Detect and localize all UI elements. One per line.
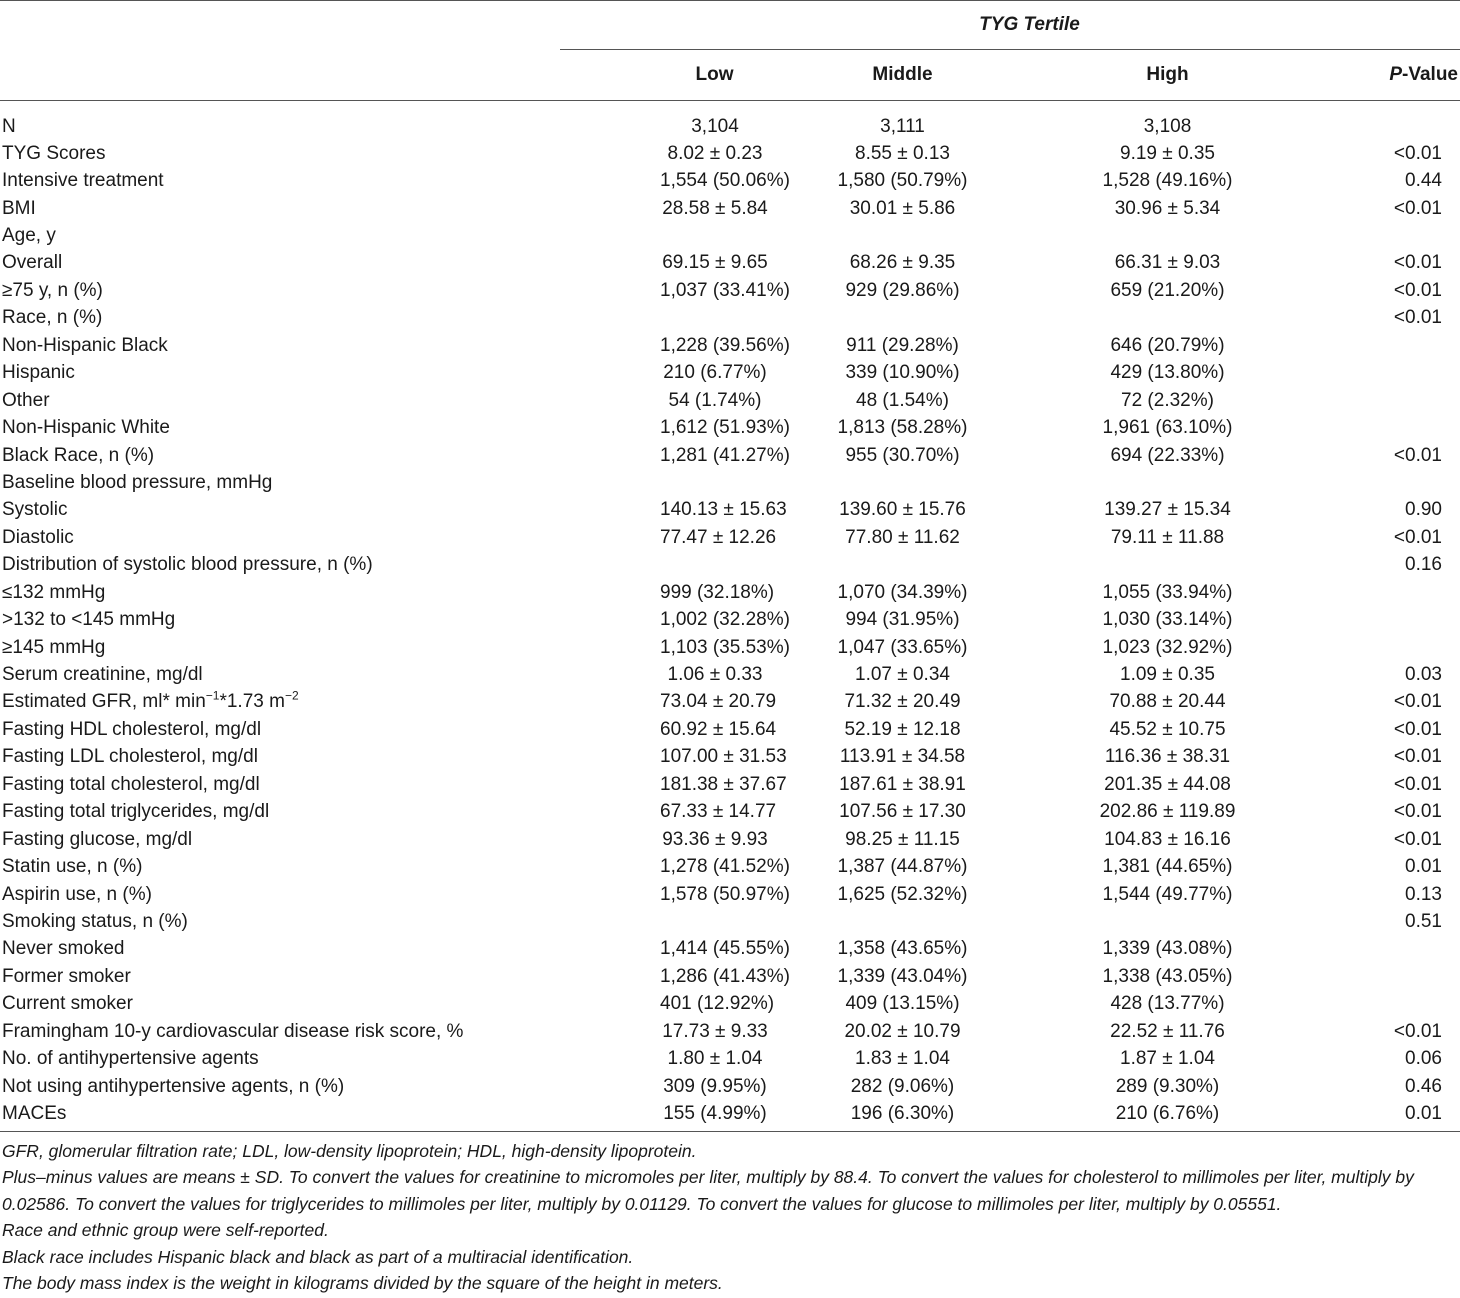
cell-low [560, 304, 770, 331]
cell-low: 140.13 ± 15.63 [660, 499, 787, 521]
row-label [0, 222, 560, 249]
cell-pvalue: <0.01 [1393, 828, 1442, 850]
row-label-text: Never smoked [2, 938, 125, 960]
table-row [0, 1100, 1460, 1132]
cell-middle: 8.55 ± 0.13 [855, 142, 950, 164]
table-row [0, 990, 1460, 1017]
cell-middle: 282 (9.06%) [850, 1075, 955, 1097]
row-label-text: BMI [2, 197, 36, 219]
cell-low: 67.33 ± 14.77 [660, 801, 777, 823]
table-row [0, 100, 1460, 140]
row-label-text: Not using antihypertensive agents, n (%) [2, 1075, 345, 1097]
row-label-text: Non-Hispanic Black [2, 334, 168, 356]
cell-high [1035, 304, 1300, 331]
cell-middle: 911 (29.28%) [846, 334, 959, 356]
cell-high: 66.31 ± 9.03 [1114, 252, 1221, 274]
cell-high: 1,961 (63.10%) [1102, 417, 1233, 439]
cell-low: 28.58 ± 5.84 [662, 197, 768, 219]
cell-pvalue [1300, 359, 1460, 386]
row-label-text: Race, n (%) [2, 307, 103, 329]
row-label [0, 277, 560, 304]
cell-middle: 30.01 ± 5.86 [849, 197, 956, 219]
cell-middle: 929 (29.86%) [845, 279, 960, 301]
cell-middle: 196 (6.30%) [770, 1100, 1035, 1132]
cell-high: 1,528 (49.16%) [1102, 170, 1233, 192]
cell-middle: 1,339 (43.04%) [837, 965, 968, 987]
row-label [0, 1100, 560, 1132]
footnote: GFR, glomerular filtration rate; LDL, low-density lipoprotein; HDL, high-density lipoprotein. [2, 1140, 697, 1161]
row-label [0, 853, 560, 880]
row-label-text: TYG Scores [2, 142, 106, 164]
cell-pvalue [1300, 633, 1460, 660]
row-label [0, 332, 560, 359]
cell-low [560, 908, 770, 935]
row-label [0, 359, 560, 386]
cell-pvalue [1300, 579, 1460, 606]
cell-high: 1,544 (49.77%) [1102, 883, 1233, 905]
cell-pvalue [1300, 963, 1460, 990]
row-label [0, 743, 560, 770]
row-label [0, 551, 560, 578]
row-label-text: ≥145 mmHg [2, 636, 106, 658]
row-label-text: Distribution of systolic blood pressure, n (%) [2, 554, 373, 576]
table-row [0, 222, 1460, 249]
cell-high: 659 (21.20%) [1110, 279, 1225, 301]
cell-pvalue: 0.51 [1405, 910, 1442, 932]
cell-pvalue: <0.01 [1393, 773, 1442, 795]
cell-high: 104.83 ± 16.16 [1104, 828, 1231, 850]
cell-middle: 1,813 (58.28%) [837, 417, 968, 439]
row-label-text: Fasting total cholesterol, mg/dl [2, 773, 260, 795]
cell-middle: 52.19 ± 12.18 [844, 718, 961, 740]
cell-low: 8.02 ± 0.23 [667, 142, 763, 164]
cell-pvalue: 0.16 [1405, 554, 1442, 576]
cell-middle: 1,580 (50.79%) [837, 170, 968, 192]
cell-low: 93.36 ± 9.93 [662, 828, 768, 850]
cell-low: 1,037 (33.41%) [660, 279, 790, 301]
cell-high [1035, 551, 1300, 578]
table-row [0, 551, 1460, 578]
cell-pvalue [1300, 100, 1460, 140]
table-row [0, 935, 1460, 962]
row-label-text: Statin use, n (%) [2, 856, 143, 878]
cell-high: 1,030 (33.14%) [1102, 609, 1233, 631]
row-label-text: Aspirin use, n (%) [2, 883, 152, 905]
table-row [0, 304, 1460, 331]
row-label [0, 880, 560, 907]
cell-pvalue: <0.01 [1393, 252, 1442, 274]
cell-pvalue: 0.46 [1405, 1075, 1442, 1097]
cell-pvalue: <0.01 [1393, 691, 1442, 713]
cell-low: 60.92 ± 15.64 [660, 718, 777, 740]
cell-low: 17.73 ± 9.33 [662, 1020, 768, 1042]
row-label [0, 990, 560, 1017]
cell-middle: 77.80 ± 11.62 [845, 526, 960, 548]
table-row [0, 880, 1460, 907]
cell-pvalue [1300, 935, 1460, 962]
cell-high: 72 (2.32%) [1121, 389, 1214, 411]
cell-pvalue [1300, 332, 1460, 359]
row-label [0, 1072, 560, 1099]
table-row [0, 167, 1460, 194]
cell-pvalue: <0.01 [1393, 718, 1442, 740]
cell-low: 3,104 [691, 115, 739, 137]
row-label [0, 140, 560, 167]
cell-high: 210 (6.76%) [1035, 1100, 1300, 1132]
cell-pvalue [1300, 990, 1460, 1017]
cell-pvalue: <0.01 [1393, 1020, 1442, 1042]
cell-high: 1,023 (32.92%) [1102, 636, 1233, 658]
cell-pvalue [1300, 222, 1460, 249]
cell-middle: 48 (1.54%) [856, 389, 949, 411]
cell-middle [770, 908, 1035, 935]
cell-middle: 1,070 (34.39%) [837, 581, 968, 603]
table-row [0, 441, 1460, 468]
cell-pvalue [1300, 386, 1460, 413]
table-footnotes [0, 1138, 1460, 1297]
cell-low: 1,612 (51.93%) [660, 417, 790, 439]
cell-pvalue: <0.01 [1393, 746, 1442, 768]
cell-low: 1,228 (39.56%) [660, 334, 790, 356]
table-row [0, 1072, 1460, 1099]
cell-high [1035, 222, 1300, 249]
cell-pvalue: 0.03 [1405, 664, 1442, 686]
cell-middle [770, 222, 1035, 249]
row-label [0, 100, 560, 140]
row-label [0, 1018, 560, 1045]
cell-middle [770, 551, 1035, 578]
footnote: Black race includes Hispanic black and black as part of a multiracial identification. [2, 1246, 634, 1267]
cell-middle: 187.61 ± 38.91 [839, 773, 966, 795]
row-label-text: Framingham 10-y cardiovascular disease risk score, % [2, 1020, 464, 1042]
row-label [0, 633, 560, 660]
table-row [0, 798, 1460, 825]
cell-low: 1,278 (41.52%) [660, 856, 790, 878]
cell-high: 1,381 (44.65%) [1102, 856, 1233, 878]
header-spacer [0, 1, 560, 49]
row-label [0, 496, 560, 523]
footnote: The body mass index is the weight in kilograms divided by the square of the height in meters. [2, 1273, 723, 1294]
table-row [0, 825, 1460, 852]
cell-low: 1,103 (35.53%) [660, 636, 790, 658]
cell-middle: 994 (31.95%) [845, 609, 960, 631]
cell-middle: 409 (13.15%) [845, 993, 960, 1015]
row-label [0, 908, 560, 935]
cell-low: 181.38 ± 37.67 [660, 773, 787, 795]
table-row [0, 716, 1460, 743]
cell-low: 1,554 (50.06%) [660, 170, 790, 192]
row-label [0, 414, 560, 441]
cell-middle: 1,358 (43.65%) [837, 938, 968, 960]
col-header-pvalue [1300, 49, 1460, 100]
table-row [0, 249, 1460, 276]
table-row [0, 606, 1460, 633]
row-label-text: Fasting total triglycerides, mg/dl [2, 801, 270, 823]
cell-high: 45.52 ± 10.75 [1109, 718, 1226, 740]
cell-middle: 1,387 (44.87%) [837, 856, 968, 878]
row-label-text: ≤132 mmHg [2, 581, 106, 603]
row-label-text: No. of antihypertensive agents [2, 1048, 259, 1070]
table-row [0, 743, 1460, 770]
row-label-text: Fasting HDL cholesterol, mg/dl [2, 718, 262, 740]
table-row [0, 140, 1460, 167]
table-row [0, 386, 1460, 413]
cell-pvalue: 0.13 [1405, 883, 1442, 905]
col-header-low: Low [560, 49, 770, 100]
row-label-text: >132 to <145 mmHg [2, 609, 176, 631]
cell-high: 22.52 ± 11.76 [1110, 1020, 1225, 1042]
row-label [0, 771, 560, 798]
row-label-text: Systolic [2, 499, 68, 521]
table-row [0, 332, 1460, 359]
row-label-text: Estimated GFR, ml* min [2, 691, 206, 713]
cell-low: 999 (32.18%) [660, 581, 775, 603]
cell-middle: 68.26 ± 9.35 [849, 252, 956, 274]
cell-high: 646 (20.79%) [1110, 334, 1225, 356]
cell-pvalue: <0.01 [1393, 444, 1442, 466]
cell-high: 289 (9.30%) [1115, 1075, 1220, 1097]
cell-middle [770, 469, 1035, 496]
cell-low [560, 222, 770, 249]
cell-low: 210 (6.77%) [663, 362, 767, 384]
cell-pvalue: <0.01 [1393, 197, 1442, 219]
cell-high: 694 (22.33%) [1110, 444, 1225, 466]
table-row [0, 963, 1460, 990]
cell-pvalue: <0.01 [1393, 279, 1442, 301]
row-label-text: Other [2, 389, 50, 411]
cell-high: 1.87 ± 1.04 [1120, 1048, 1215, 1070]
row-label-text: Current smoker [2, 993, 133, 1015]
footnote: Plus–minus values are means ± SD. To convert the values for creatinine to micromoles per liter, multiply by 88.4. To convert the values for cholesterol to millimoles per liter, multiply by 0.02586. To convert the values for triglycerides to millimoles per liter, multiply by 0.01129. To convert the values for glucose to millimoles per liter, multiply by 0.05551. [2, 1167, 1414, 1214]
row-label-text: Diastolic [2, 526, 74, 548]
label-superscript: −2 [284, 689, 299, 704]
row-label [0, 194, 560, 221]
table-row [0, 359, 1460, 386]
cell-high: 202.86 ± 119.89 [1099, 801, 1236, 823]
cell-pvalue: <0.01 [1393, 801, 1442, 823]
row-label-text: *1.73 m [219, 691, 285, 713]
cell-low: 73.04 ± 20.79 [660, 691, 777, 713]
header-label-cell [0, 49, 560, 100]
row-label-text: Non-Hispanic White [2, 417, 170, 439]
cell-low: 1,281 (41.27%) [660, 444, 790, 466]
cell-low: 1,578 (50.97%) [660, 883, 790, 905]
cell-high: 1,055 (33.94%) [1102, 581, 1233, 603]
group-header: TYG Tertile [560, 1, 1460, 49]
row-label [0, 606, 560, 633]
cell-high: 139.27 ± 15.34 [1104, 499, 1231, 521]
cell-middle: 3,111 [880, 115, 925, 137]
cell-middle: 113.91 ± 34.58 [839, 746, 966, 768]
cell-middle: 1,625 (52.32%) [837, 883, 968, 905]
cell-middle: 139.60 ± 15.76 [839, 499, 966, 521]
row-label [0, 798, 560, 825]
cell-pvalue: <0.01 [1393, 307, 1442, 329]
cell-pvalue: 0.44 [1405, 170, 1442, 192]
row-label [0, 304, 560, 331]
cell-pvalue: <0.01 [1393, 526, 1442, 548]
table-row [0, 579, 1460, 606]
cell-pvalue: 0.01 [1300, 1100, 1460, 1132]
table-row [0, 633, 1460, 660]
row-label [0, 386, 560, 413]
cell-high: 116.36 ± 38.31 [1104, 746, 1231, 768]
row-label [0, 249, 560, 276]
col-header-middle: Middle [770, 49, 1035, 100]
row-label [0, 688, 560, 715]
cell-middle: 1.07 ± 0.34 [855, 664, 950, 686]
cell-high: 1,338 (43.05%) [1102, 965, 1233, 987]
table-row [0, 661, 1460, 688]
row-label-text: MACEs [2, 1102, 67, 1124]
row-label [0, 935, 560, 962]
row-label [0, 1045, 560, 1072]
cell-low: 155 (4.99%) [560, 1100, 770, 1132]
cell-low: 1,002 (32.28%) [660, 609, 790, 631]
row-label [0, 579, 560, 606]
cell-high: 201.35 ± 44.08 [1104, 773, 1231, 795]
cell-middle: 107.56 ± 17.30 [839, 801, 966, 823]
row-label [0, 167, 560, 194]
cell-middle: 955 (30.70%) [845, 444, 960, 466]
row-label-text: Age, y [2, 225, 56, 247]
cell-high: 30.96 ± 5.34 [1114, 197, 1221, 219]
cell-high: 79.11 ± 11.88 [1110, 526, 1225, 548]
row-label-text: Hispanic [2, 362, 75, 384]
table-row [0, 1045, 1460, 1072]
table-row [0, 524, 1460, 551]
cell-middle: 1,047 (33.65%) [837, 636, 968, 658]
table-row [0, 1018, 1460, 1045]
cell-pvalue: 0.01 [1405, 856, 1442, 878]
cell-middle: 1.83 ± 1.04 [855, 1048, 950, 1070]
table-row [0, 771, 1460, 798]
row-label-text: Baseline blood pressure, mmHg [2, 471, 273, 493]
cell-low: 1.80 ± 1.04 [667, 1048, 763, 1070]
row-label [0, 963, 560, 990]
row-label-text: Former smoker [2, 965, 131, 987]
cell-low: 1,414 (45.55%) [660, 938, 790, 960]
row-label [0, 825, 560, 852]
cell-middle [770, 304, 1035, 331]
cell-high: 70.88 ± 20.44 [1109, 691, 1226, 713]
row-label-text: ≥75 y, n (%) [2, 279, 103, 301]
cell-middle: 71.32 ± 20.49 [844, 691, 961, 713]
cell-low: 401 (12.92%) [660, 993, 775, 1015]
cell-pvalue: 0.90 [1405, 499, 1442, 521]
cell-middle: 339 (10.90%) [845, 362, 960, 384]
cell-high: 9.19 ± 0.35 [1120, 142, 1215, 164]
row-label [0, 661, 560, 688]
cell-pvalue [1300, 469, 1460, 496]
table-row [0, 496, 1460, 523]
footnote: Race and ethnic group were self-reported. [2, 1220, 329, 1241]
cell-pvalue: 0.06 [1405, 1048, 1442, 1070]
table-row [0, 688, 1460, 715]
table-row [0, 469, 1460, 496]
cell-low: 107.00 ± 31.53 [660, 746, 787, 768]
cell-high: 3,108 [1143, 115, 1192, 137]
table-row [0, 908, 1460, 935]
table-row [0, 194, 1460, 221]
pvalue-suffix: -Value [1402, 63, 1458, 85]
cell-high: 429 (13.80%) [1110, 362, 1225, 384]
cell-low [560, 469, 770, 496]
cell-middle: 20.02 ± 10.79 [844, 1020, 961, 1042]
row-label-text: N [2, 115, 16, 137]
row-label [0, 716, 560, 743]
cell-high: 428 (13.77%) [1110, 993, 1225, 1015]
table-row [0, 277, 1460, 304]
cell-high: 1.09 ± 0.35 [1120, 664, 1215, 686]
row-label [0, 469, 560, 496]
row-label-text: Fasting glucose, mg/dl [2, 828, 193, 850]
cell-middle: 98.25 ± 11.15 [845, 828, 960, 850]
cell-low: 69.15 ± 9.65 [662, 252, 768, 274]
row-label [0, 524, 560, 551]
row-label-text: Black Race, n (%) [2, 444, 155, 466]
row-label-text: Fasting LDL cholesterol, mg/dl [2, 746, 258, 768]
cell-low: 309 (9.95%) [663, 1075, 767, 1097]
col-header-high: High [1035, 49, 1300, 100]
table-row [0, 414, 1460, 441]
cell-pvalue [1300, 606, 1460, 633]
cell-high [1035, 908, 1300, 935]
row-label-text: Serum creatinine, mg/dl [2, 664, 203, 686]
row-label [0, 441, 560, 468]
cell-low: 77.47 ± 12.26 [660, 526, 777, 548]
cell-low: 1,286 (41.43%) [660, 965, 790, 987]
cell-low: 54 (1.74%) [668, 389, 762, 411]
cell-low [560, 551, 770, 578]
cell-pvalue [1300, 414, 1460, 441]
label-superscript: −1 [205, 689, 220, 704]
cell-low: 1.06 ± 0.33 [667, 664, 763, 686]
pvalue-prefix: P [1389, 63, 1403, 85]
row-label-text: Overall [2, 252, 63, 274]
cell-high [1035, 469, 1300, 496]
cell-pvalue: <0.01 [1393, 142, 1442, 164]
cell-high: 1,339 (43.08%) [1102, 938, 1233, 960]
row-label-text: Smoking status, n (%) [2, 910, 188, 932]
row-label-text: Intensive treatment [2, 170, 164, 192]
table-row [0, 853, 1460, 880]
